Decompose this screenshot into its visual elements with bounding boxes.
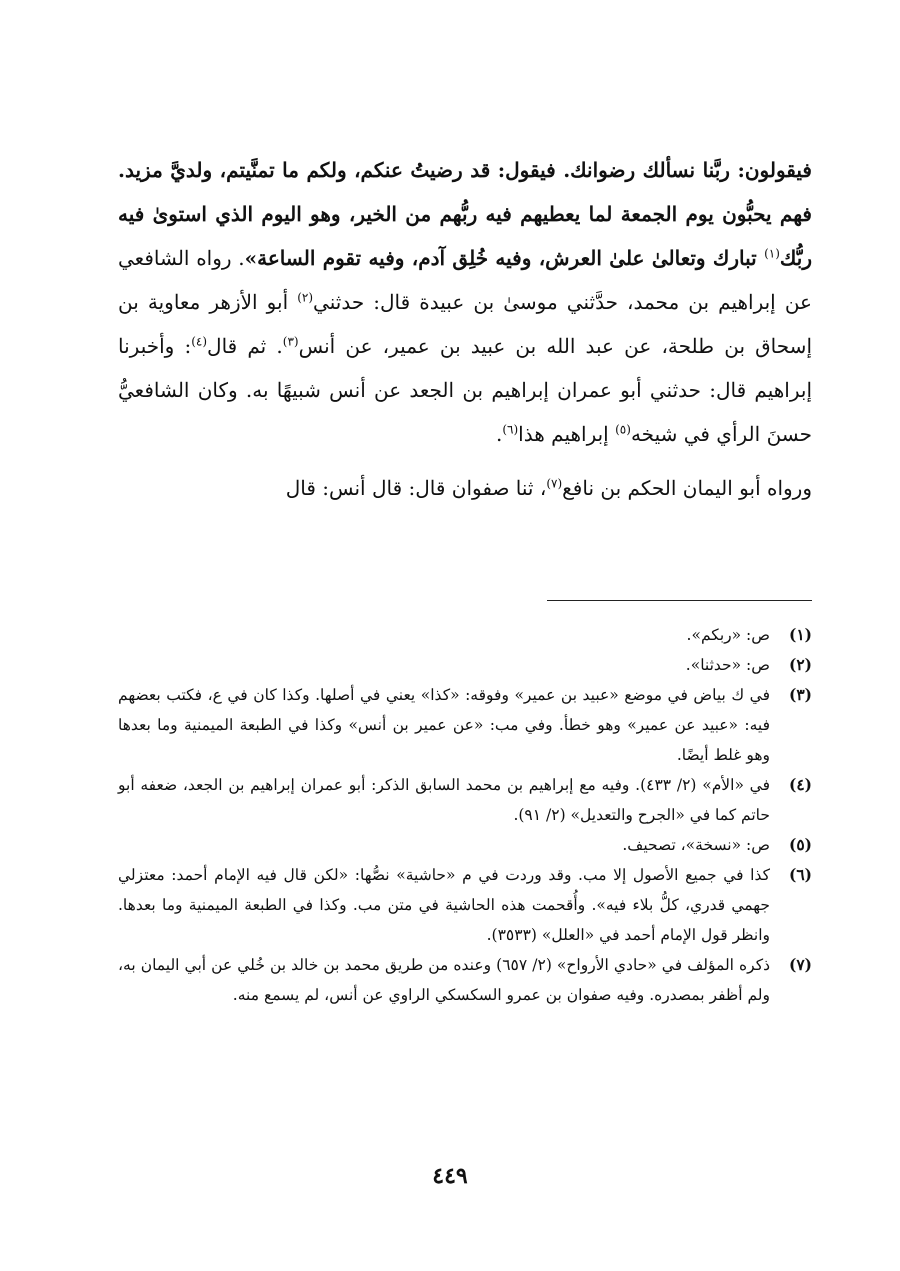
- text-segment: .: [495, 422, 503, 446]
- text-segment: ورواه أبو اليمان الحكم بن نافع: [562, 476, 812, 500]
- footnote-number: (٥): [788, 835, 812, 854]
- footnote-text: في «الأم» (٢/ ٤٣٣). وفيه مع إبراهيم بن محمد السابق الذكر: أبو عمران إبراهيم بن الجعد، ضعفه أبو حاتم كما في «الجرح والتعديل» (٢/ ٩١).: [118, 776, 771, 824]
- footnote-text: ص: «ربكم».: [686, 626, 770, 644]
- footnote-ref-7[interactable]: (٧): [546, 476, 563, 491]
- footnote: [118, 860, 812, 950]
- footnote-text: ص: «نسخة»، تصحيف.: [622, 836, 770, 854]
- footnote-number: (٦): [788, 865, 812, 884]
- footnote: [118, 650, 812, 680]
- text-segment: إبراهيم هذا: [518, 422, 616, 446]
- footnotes: [118, 620, 812, 1010]
- page-number: ٤٤٩: [432, 1163, 468, 1189]
- hadith-quote-1: فيقولون: ربَّنا نسألك رضوانك. فيقول: قد رضيتُ عنكم، ولكم ما تمنَّيتم، ولديَّ مزيد. فهم يحبُّون يوم الجمعة لما يعطيهم فيه ربُّهم من الخير، وهو اليوم الذي استوىٰ فيه ربُّك: [118, 158, 812, 270]
- footnote-separator: [547, 600, 812, 601]
- footnote-number: (٧): [788, 955, 812, 974]
- text-segment: : وأخبرنا إبراهيم قال: حدثني أبو عمران إبراهيم بن الجعد عن أنس شبيهًا به. وكان الشافعيُّ حسنَ الرأي في شيخه: [118, 334, 812, 446]
- text-segment: . رواه الشافعي عن إبراهيم بن محمد، حدَّثني موسىٰ بن عبيدة قال: حدثني: [118, 246, 812, 314]
- text-segment: ، ثنا صفوان قال: قال أنس: قال: [285, 476, 547, 500]
- footnote-text: في ك بياض في موضع «عبيد بن عمير» وفوقه: «كذا» يعني في أصلها. وكذا كان في ع، فكتب بعضهم فيه: «عبيد عن عمير» وهو خطأ. وفي مب: «عن عمير بن أنس» وكذا في الطبعة الميمنية وما بعدها وهو غلط أيضًا.: [118, 686, 770, 764]
- footnote-text: ص: «حدثنا».: [685, 656, 770, 674]
- footnote: [118, 830, 812, 860]
- footnote-text: ذكره المؤلف في «حادي الأرواح» (٢/ ٦٥٧) وعنده من طريق محمد بن خالد بن خُلي عن أبي اليمان به، ولم أظفر بمصدره. وفيه صفوان بن عمرو السكسكي الراوي عن أنس، لم يسمع منه.: [118, 956, 770, 1004]
- footnote: [118, 680, 812, 770]
- footnote: [118, 620, 812, 650]
- footnote: [118, 950, 812, 1010]
- paragraph-2: [118, 466, 812, 510]
- footnote-number: (٤): [788, 775, 812, 794]
- footnote-ref-2[interactable]: (٢): [297, 290, 314, 305]
- hadith-quote-2: تبارك وتعالىٰ علىٰ العرش، وفيه خُلِق آدم، وفيه تقوم الساعة»: [244, 246, 765, 270]
- main-text: [118, 148, 812, 510]
- text-segment: أبو الأزهر معاوية بن إسحاق بن طلحة، عن عبد الله بن عبيد بن عمير، عن أنس: [118, 290, 812, 358]
- text-segment: . ثم قال: [207, 334, 283, 358]
- footnote-number: (١): [788, 625, 812, 644]
- footnote-ref-3[interactable]: (٣): [282, 334, 299, 349]
- footnote: [118, 770, 812, 830]
- footnote-number: (٣): [788, 685, 812, 704]
- footnote-ref-6[interactable]: (٦): [502, 422, 519, 437]
- footnote-number: (٢): [788, 655, 812, 674]
- footnote-ref-5[interactable]: (٥): [615, 422, 631, 437]
- footnote-ref-4[interactable]: (٤): [191, 334, 208, 349]
- footnote-ref-1[interactable]: (١): [764, 246, 780, 261]
- paragraph-1: [118, 148, 812, 456]
- footnote-text: كذا في جميع الأصول إلا مب. وقد وردت في م «حاشية» نصُّها: «لكن قال فيه الإمام أحمد: معتزلي جهمي قدري، كلُّ بلاء فيه». وأُقحمت هذه الحاشية في متن مب. وكذا في الطبعة الميمنية وما بعدها. وانظر قول الإمام أحمد في «العلل» (٣٥٣٣).: [118, 866, 770, 944]
